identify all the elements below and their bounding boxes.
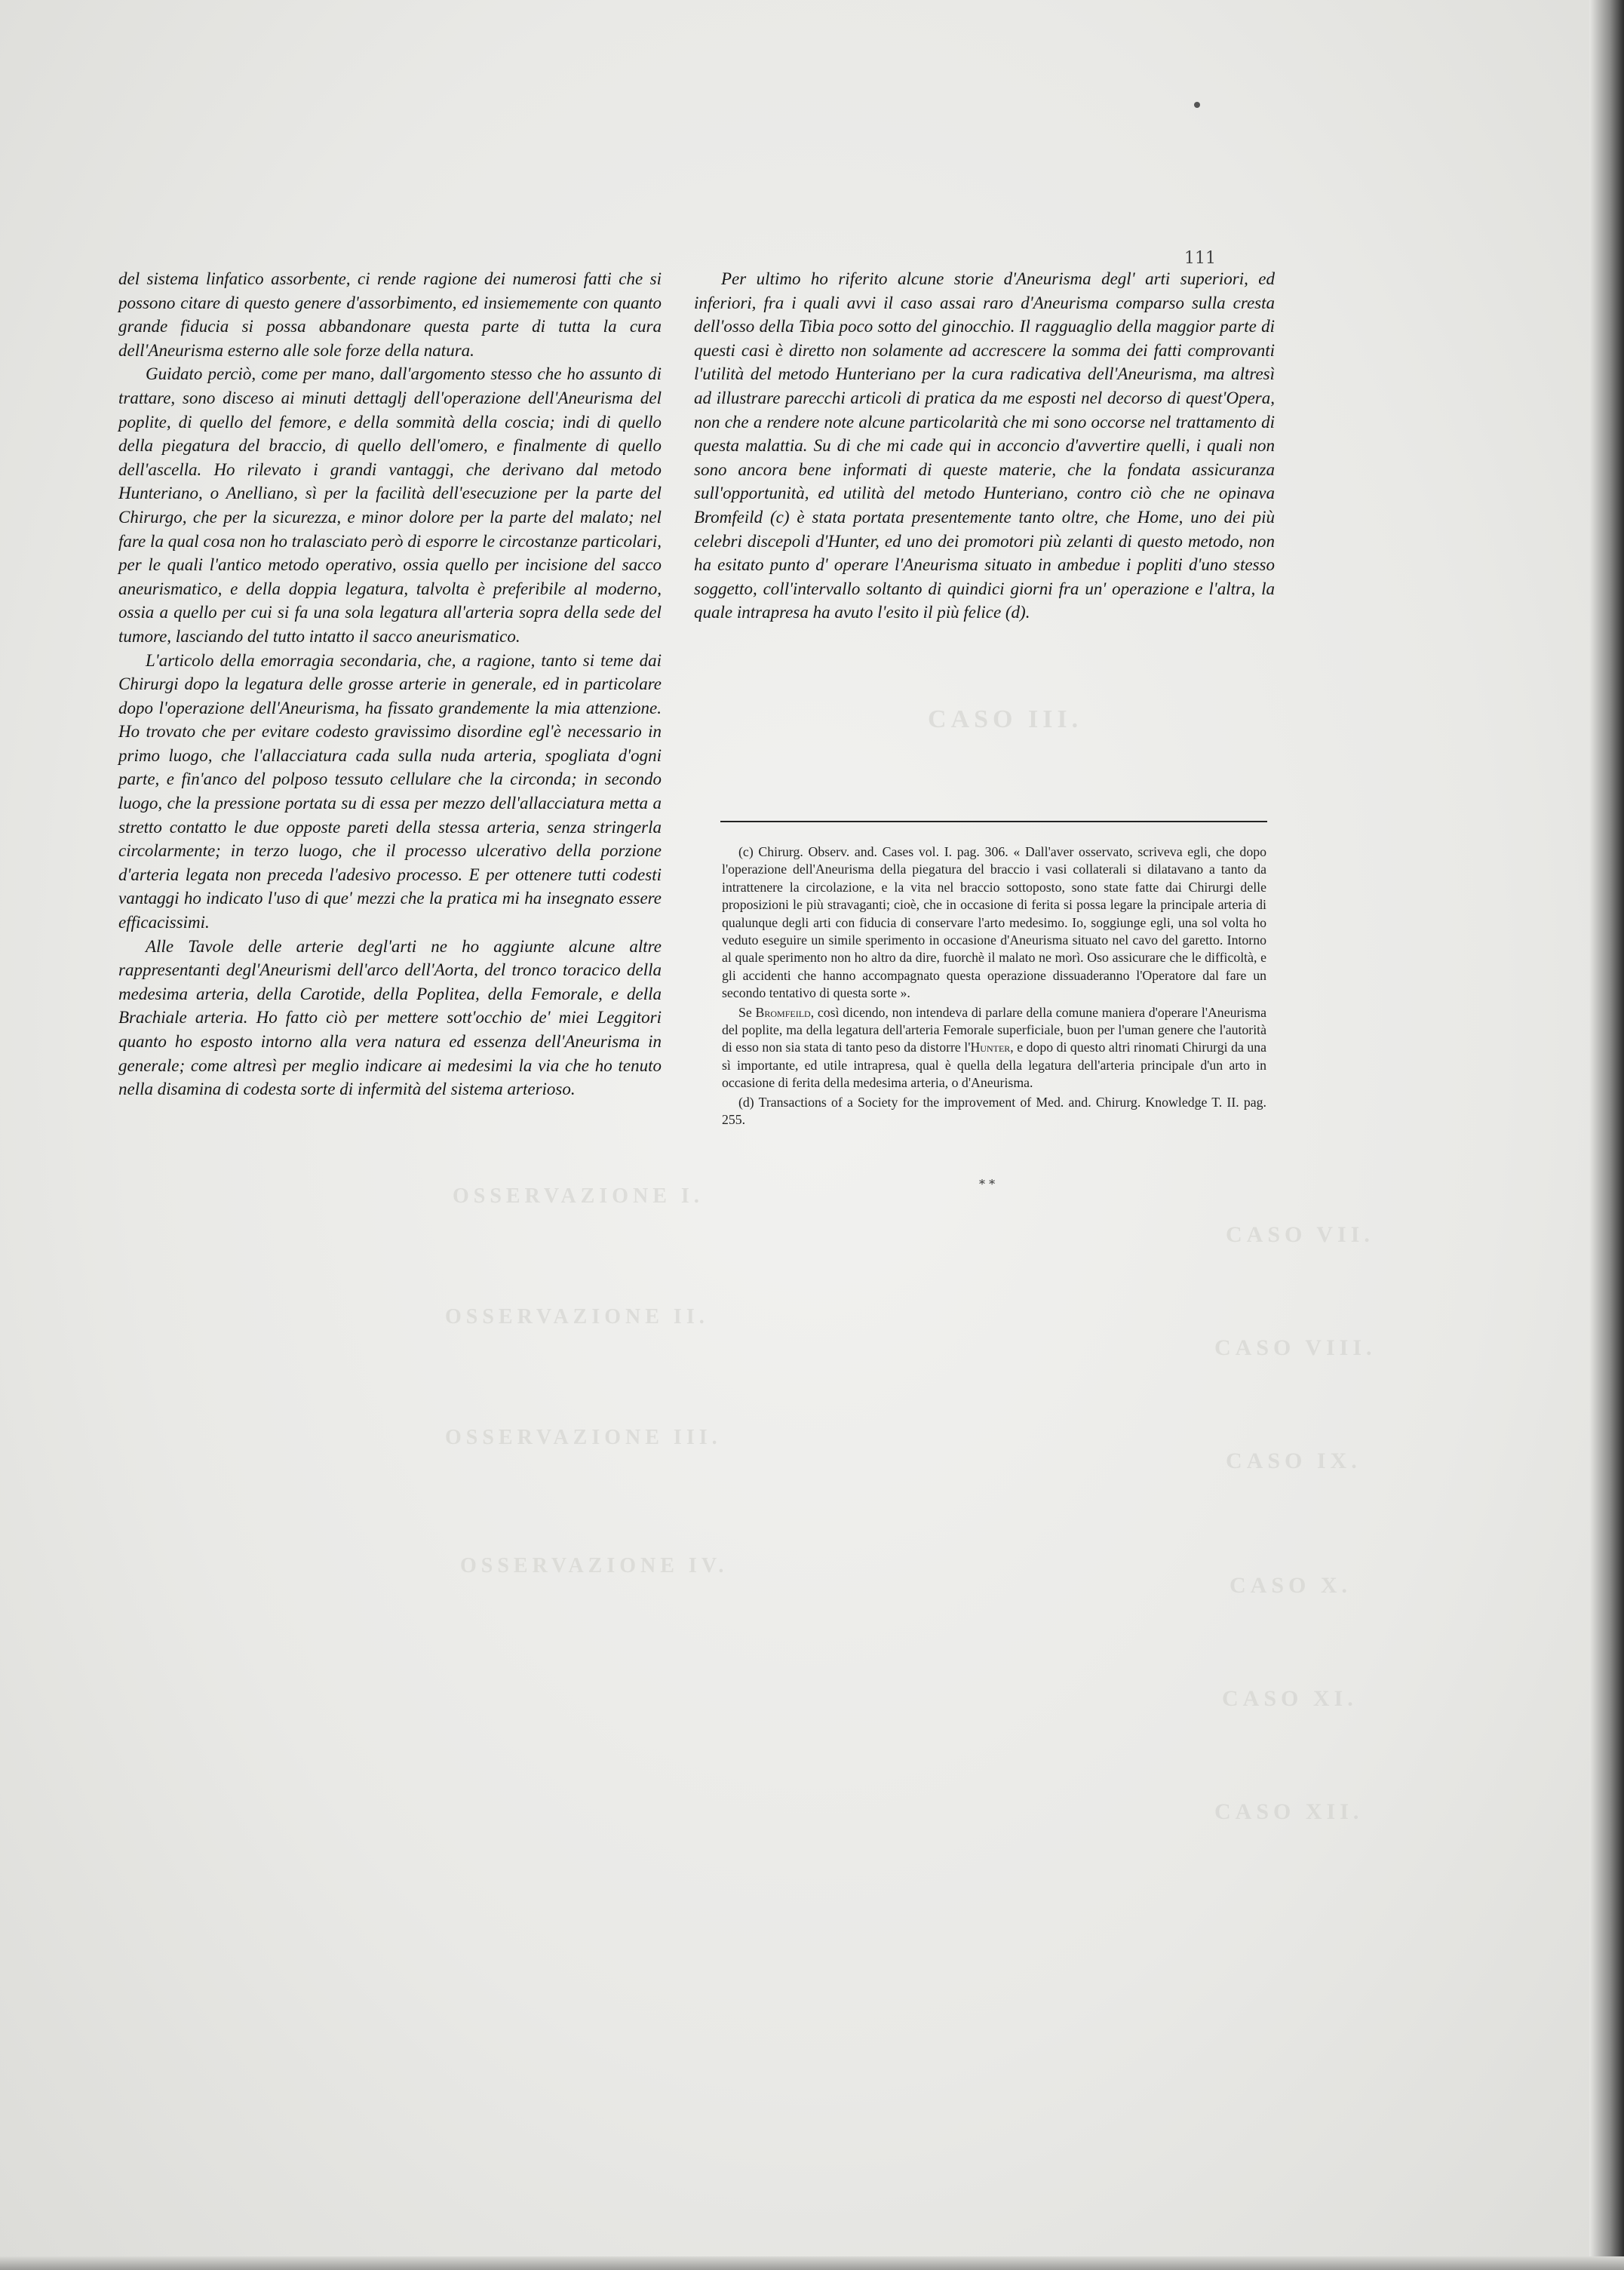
right-text-column	[694, 267, 1275, 625]
show-through-text: OSSERVAZIONE I.	[453, 1184, 704, 1208]
paragraph: Per ultimo ho riferito alcune storie d'Aneurisma degl' arti superiori, ed inferiori, fra i quali avvi il caso assai raro d'Aneurisma comparso sulla cresta dell'osso della Tibia poco sotto del ginocchio. Il ragguaglio della maggior parte di questi casi è diretto non solamente ad accrescere la somma dei fatti comprovanti l'utilità del metodo Hunteriano per la cura radicativa dell'Aneurisma, ma altresì ad illustrare parecchi articoli di pratica da me esposti nel decorso di quest'Opera, non che a rendere note alcune particolarità che mi sono occorse nel trattamento di questa malattia. Su di che mi cade qui in acconcio d'avvertire quelli, i quali non sono ancora bene informati di queste materie, che la fondata assicuranza sull'opportunità, ed utilità del metodo Hunteriano, contro ciò che ne opinava Bromfeild (c) è stata portata presentemente tanto oltre, che Home, uno dei più celebri discepoli d'Hunter, ed uno dei promotori più zelanti di questo metodo, non ha esitato punto d' operare l'Aneurisma situato in ambedue i popliti d'uno stesso soggetto, coll'intervallo soltanto di quindici giorni fra un' operazione e l'altra, la quale intrapresa ha avuto l'esito il più felice (d).	[694, 269, 1275, 622]
show-through-text: CASO XII.	[1214, 1799, 1364, 1824]
left-text-column	[118, 267, 662, 1101]
paragraph: L'articolo della emorragia secondaria, che, a ragione, tanto si teme dai Chirurgi dopo la legatura delle grosse arterie in generale, ed in particolare dopo l'operazione dell'Aneurisma, ha fissato grandemente la mia attenzione. Ho trovato che per evitare codesto gravissimo disordine egl'è necessario in primo luogo, che l'allacciatura cada sulla nuda arteria, spogliata d'ogni parte, e fin'anco del polposo tessuto cellulare che la circonda; in secondo luogo, che la pressione portata su di essa per mezzo dell'allacciatura metta a stretto contatto le due opposte pareti della stessa arteria, senza stringerla circolarmente; in terzo luogo, che il processo ulcerativo della porzione d'arteria legata non preceda l'adesivo processo. E per ottenere tutti codesti vantaggi ho indicato l'uso di que' mezzi che la pratica mi ha insegnato essere efficacissimi.	[118, 650, 662, 932]
page-edge-shadow	[1589, 0, 1624, 2270]
show-through-text: CASO X.	[1230, 1573, 1352, 1598]
show-through-text: CASO IX.	[1226, 1448, 1362, 1473]
show-through-text: OSSERVAZIONE II.	[445, 1305, 709, 1329]
show-through-text: CASO III.	[928, 705, 1083, 733]
paragraph: Guidato perciò, come per mano, dall'argomento stesso che ho assunto di trattare, sono disceso ai minuti dettaglj dell'operazione dell'Aneurisma del poplite, di quello del femore, e della sommità della coscia; indi di quello della piegatura del braccio, di quello dell'omero, e finalmente di quello dell'ascella. Ho rilevato i grandi vantaggi, che derivano dal metodo Hunteriano, o Anelliano, sì per la facilità dell'esecuzione per la parte del Chirurgo, che per la sicurezza, e minor dolore per la parte del malato; nel fare la qual cosa non ho tralasciato però di esporre le circostanze particolari, per le quali l'antico metodo operativo, ossia quello per incisione del sacco aneurismatico, e della doppia legatura, talvolta è preferibile al moderno, ossia a quello per cui si fa una sola legatura all'arteria sopra della sede del tumore, lasciando del tutto intatto il sacco aneurismatico.	[118, 364, 662, 646]
footnote-text: , e dopo di questo altri rinomati Chirurgi da una sì importante, ed utile intrapresa, qual è quella della legatura dell'arteria principale d'un arto in occasione di ferita della medesima arteria, o d'Aneurisma.	[722, 1040, 1267, 1091]
author-name: Hunter	[970, 1040, 1011, 1055]
show-through-text: OSSERVAZIONE IV.	[460, 1554, 729, 1577]
footnote-text: Se	[738, 1004, 752, 1020]
show-through-text: CASO VIII.	[1214, 1335, 1377, 1360]
footnote-c: (c) Chirurg. Observ. and. Cases vol. I. pag. 306. « Dall'aver osservato, scriveva egli, che dopo l'operazione dell'Aneurisma della piegatura del braccio i vasi collaterali si dilatavano a tanto da intrattenere la circolazione, e la vita nel braccio sottoposto, sono state fatte dai Chirurgi delle proposizioni le più stravaganti; cioè, che in occasione di ferita si possa legare la principale arteria di qualunque degli arti con fiducia di conservare l'arto medesimo. Io, soggiunge egli, una sol volta ho veduto eseguire un simile sperimento in occasione d'Aneurisma situato nel cavo del garetto. Intorno al quale sperimento non ho altro da dire, fuorchè il malato ne morì. Oso assicurare che le difficoltà, e gli accidenti che hanno accompagnato questa operazione dissuaderanno l'Operatore dal fare un secondo tentativo di questa sorte ».	[722, 844, 1266, 1001]
footnote-text: , così dicendo, non intendeva di parlare della comune maniera d'operare l'Aneurisma del poplite, ma della legatura dell'arteria Femorale superficiale, buon per l'uman genere che l'autorità di esso non sia stata di tanto peso da distorre l'	[722, 1004, 1266, 1055]
footnotes	[722, 843, 1266, 1131]
paragraph: del sistema linfatico assorbente, ci rende ragione dei numerosi fatti che si possono citare di questo genere d'assorbimento, ed insiememente con quanto grande fiducia si possa abbandonare questa parte di tutta la cura dell'Aneurisma esterno alle sole forze della natura.	[118, 269, 662, 360]
page-edge-bottom	[0, 2256, 1624, 2270]
ink-speck	[1194, 102, 1200, 108]
signature-mark: * *	[979, 1177, 996, 1191]
author-name: Bromfeild	[755, 1004, 811, 1020]
show-through-text: OSSERVAZIONE III.	[445, 1426, 722, 1449]
footnote-d: (d) Transactions of a Society for the improvement of Med. and. Chirurg. Knowledge T. II. pag. 255.	[722, 1094, 1266, 1128]
footnote-separator	[720, 821, 1267, 822]
paragraph: Alle Tavole delle arterie degl'arti ne ho aggiunte alcune altre rappresentanti degl'Aneurismi dell'arco dell'Aorta, del tronco toracico della medesima arteria, della Carotide, della Poplitea, della Femorale, e della Brachiale arteria. Ho fatto ciò per mettere sott'occhio de' miei Leggitori quanto ho esposto intorno alla vera natura ed essenza dell'Aneurisma in generale; come altresì per meglio indicare ai medesimi la via che ho tenuto nella disamina di codesta sorte di infermità del sistema arterioso.	[118, 936, 662, 1099]
footnote-c-continued	[722, 1004, 1266, 1092]
show-through-text: CASO XI.	[1222, 1686, 1358, 1711]
show-through-text: CASO VII.	[1226, 1222, 1374, 1247]
page-number: 111	[1184, 249, 1216, 268]
